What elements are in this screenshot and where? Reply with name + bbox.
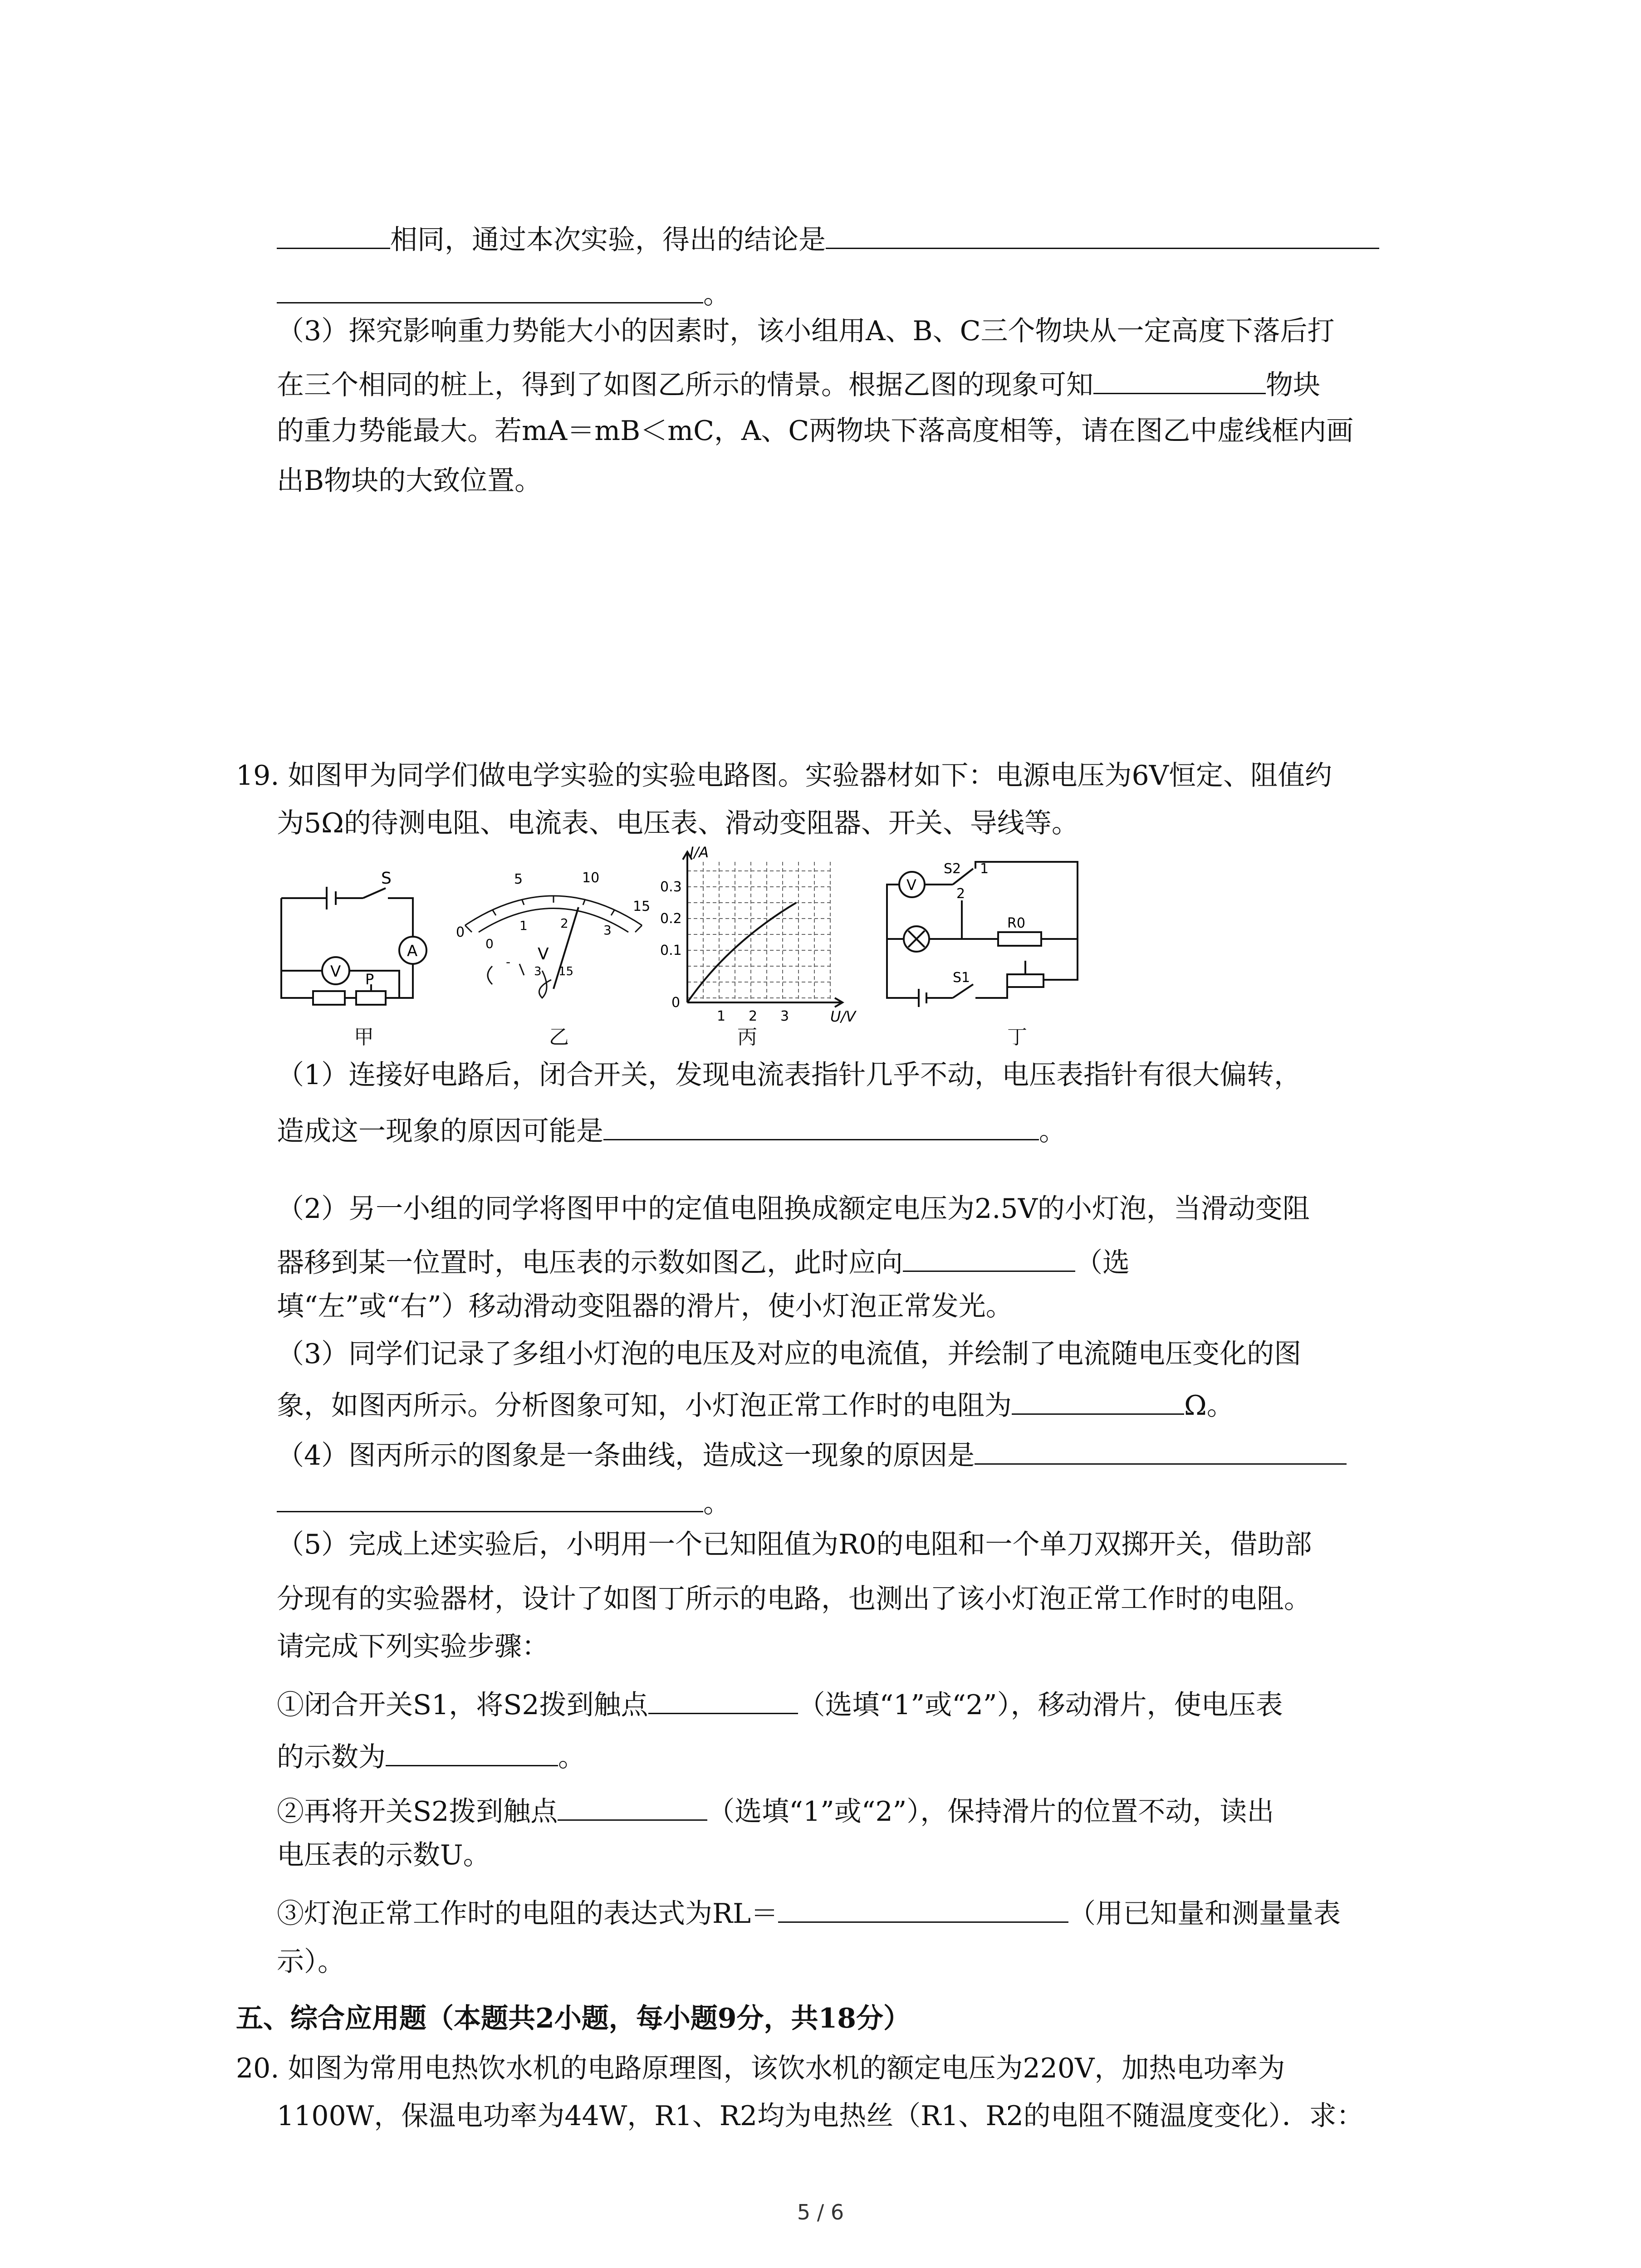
q19-text: ①闭合开关S1，将S2拨到触点	[277, 1689, 648, 1721]
q19-part4-line2	[277, 1481, 730, 1521]
q19-text: ③灯泡正常工作时的电阻的表达式为RL＝	[277, 1898, 779, 1930]
dial-tick-0: 0	[456, 924, 465, 940]
iu-graph-bing	[660, 844, 869, 1025]
q19-step3-line1	[277, 1892, 1341, 1932]
graph-x-tick: 2	[749, 1008, 758, 1024]
voltmeter-dial-yi	[447, 857, 660, 1007]
q19-text: 造成这一现象的原因可能是	[277, 1115, 603, 1147]
q19-text: （4）图丙所示的图象是一条曲线，造成这一现象的原因是	[277, 1440, 975, 1471]
voltmeter-label: V	[330, 963, 341, 981]
answer-blank[interactable]	[386, 1735, 558, 1766]
q19-step2-line1	[277, 1789, 1274, 1830]
q18-line1	[277, 218, 1379, 258]
q18-line2	[277, 272, 730, 313]
q20-line1: 20. 如图为常用电热饮水机的电路原理图，该饮水机的额定电压为220V，加热电功率为	[236, 2053, 1285, 2084]
answer-blank[interactable]	[826, 218, 1379, 249]
answer-blank[interactable]	[558, 1789, 707, 1821]
dial-tick-15: 15	[633, 899, 651, 914]
resistor-r0-label: R0	[1007, 915, 1025, 931]
graph-x-axis-label: U/V	[830, 1008, 856, 1025]
q19-step1-line1	[277, 1683, 1283, 1723]
figure-label-yi: 乙	[549, 1026, 569, 1049]
q19-text: 。	[558, 1741, 585, 1773]
q18-part3-line2	[277, 363, 1320, 403]
q19-text: 的示数为	[277, 1741, 386, 1773]
q19-text: ②再将开关S2拨到触点	[277, 1796, 558, 1828]
answer-blank[interactable]	[277, 218, 390, 249]
dial-inner-2: 2	[560, 916, 568, 931]
dial-inner-1: 1	[519, 918, 528, 933]
section-heading: 五、综合应用题（本题共2小题，每小题9分，共18分）	[236, 2003, 911, 2034]
answer-blank[interactable]	[1093, 363, 1266, 394]
answer-blank[interactable]	[975, 1433, 1347, 1465]
graph-y-tick: 0.3	[660, 879, 682, 895]
q18-text: 相同，通过本次实验，得出的结论是	[390, 224, 826, 256]
q18-text: 。	[703, 279, 730, 310]
terminal-minus: -	[506, 954, 511, 969]
q18-text: 在三个相同的桩上，得到了如图乙所示的情景。根据乙图的现象可知	[277, 369, 1093, 401]
q19-text: （用已知量和测量量表	[1068, 1898, 1341, 1930]
q19-text: （选填“1”或“2”），保持滑片的位置不动，读出	[707, 1796, 1274, 1828]
page-number: 5 / 6	[797, 2200, 844, 2224]
q19-part1-line2	[277, 1109, 1066, 1149]
q19-text: （选	[1075, 1247, 1130, 1279]
graph-x-tick: 1	[717, 1008, 726, 1024]
q19-part4-line1	[277, 1433, 1347, 1474]
q19-part1-line1: （1）连接好电路后，闭合开关，发现电流表指针几乎不动，电压表指针有很大偏转，	[277, 1059, 1302, 1091]
graph-y-axis-label: I/A	[690, 844, 709, 861]
figure-label-bing: 丙	[737, 1026, 757, 1049]
dial-unit: V	[538, 945, 549, 963]
q19-part2-line1: （2）另一小组的同学将图甲中的定值电阻换成额定电压为2.5V的小灯泡，当滑动变阻	[277, 1193, 1310, 1225]
q19-part2-line2	[277, 1241, 1130, 1281]
terminal-3: 3	[534, 965, 542, 978]
graph-y-tick: 0.1	[660, 943, 682, 958]
q18-text: 物块	[1266, 369, 1320, 401]
circuit-diagram-ding	[876, 857, 1089, 1012]
answer-blank[interactable]	[1012, 1383, 1184, 1415]
switch-s2-label: S2	[944, 861, 961, 877]
q19-part5-line2: 分现有的实验器材，设计了如图丁所示的电路，也测出了该小灯泡正常工作时的电阻。	[277, 1583, 1311, 1615]
q19-text: Ω。	[1184, 1390, 1234, 1422]
q19-text: 。	[1039, 1115, 1066, 1147]
answer-blank[interactable]	[648, 1683, 798, 1714]
q19-part5-line1: （5）完成上述实验后，小明用一个已知阻值为R0的电阻和一个单刀双掷开关，借助部	[277, 1529, 1312, 1560]
q19-text: 象，如图丙所示。分析图象可知，小灯泡正常工作时的电阻为	[277, 1390, 1012, 1422]
slider-label: P	[365, 971, 374, 988]
voltmeter-label: V	[906, 876, 916, 894]
q18-part3-line4: 出B物块的大致位置。	[277, 465, 542, 497]
ammeter-label: A	[407, 942, 418, 960]
q19-text: 。	[703, 1487, 730, 1519]
contact-2-label: 2	[956, 886, 965, 902]
switch-s1-label: S1	[953, 970, 970, 986]
q19-part2-line3: 填“左”或“右”）移动滑动变阻器的滑片，使小灯泡正常发光。	[277, 1290, 1013, 1322]
q20-line2: 1100W，保温电功率为44W，R1、R2均为电热丝（R1、R2的电阻不随温度变化）．求：	[277, 2100, 1364, 2132]
dial-inner-3: 3	[603, 923, 612, 938]
circuit-diagram-jia	[272, 871, 445, 1007]
q19-step3-line2: 示）。	[277, 1946, 345, 1978]
q19-text: （选填“1”或“2”），移动滑片，使电压表	[798, 1689, 1283, 1721]
q18-part3-line3: 的重力势能最大。若mA＝mB＜mC，A、C两物块下落高度相等，请在图乙中虚线框内画	[277, 415, 1354, 447]
dial-tick-5: 5	[514, 871, 523, 887]
terminal-15: 15	[558, 965, 574, 978]
answer-blank[interactable]	[903, 1241, 1075, 1272]
figure-label-jia: 甲	[354, 1026, 374, 1049]
answer-blank[interactable]	[603, 1109, 1039, 1140]
q19-line1: 19. 如图甲为同学们做电学实验的实验电路图。实验器材如下：电源电压为6V恒定、阻值约	[236, 760, 1332, 792]
graph-x-tick: 3	[780, 1008, 789, 1024]
q19-text: 器移到某一位置时，电压表的示数如图乙，此时应向	[277, 1247, 903, 1279]
figure-label-ding: 丁	[1007, 1026, 1027, 1049]
q19-part3-line2	[277, 1383, 1234, 1424]
dial-inner-0: 0	[485, 936, 494, 951]
q19-step2-line2: 电压表的示数U。	[277, 1839, 490, 1871]
q19-step1-line2	[277, 1735, 585, 1775]
q19-line2: 为5Ω的待测电阻、电流表、电压表、滑动变阻器、开关、导线等。	[277, 807, 1079, 839]
switch-label: S	[381, 871, 392, 888]
dial-tick-10: 10	[582, 870, 600, 886]
answer-blank[interactable]	[277, 272, 703, 303]
q19-part3-line1: （3）同学们记录了多组小灯泡的电压及对应的电流值，并绘制了电流随电压变化的图	[277, 1338, 1302, 1370]
contact-1-label: 1	[980, 861, 989, 877]
q18-part3-line1: （3）探究影响重力势能大小的因素时，该小组用A、B、C三个物块从一定高度下落后打	[277, 315, 1335, 347]
answer-blank[interactable]	[778, 1892, 1068, 1923]
q19-part5-line3: 请完成下列实验步骤：	[277, 1631, 549, 1662]
graph-y-tick: 0	[671, 995, 681, 1011]
graph-y-tick: 0.2	[660, 911, 682, 927]
answer-blank[interactable]	[277, 1481, 703, 1512]
